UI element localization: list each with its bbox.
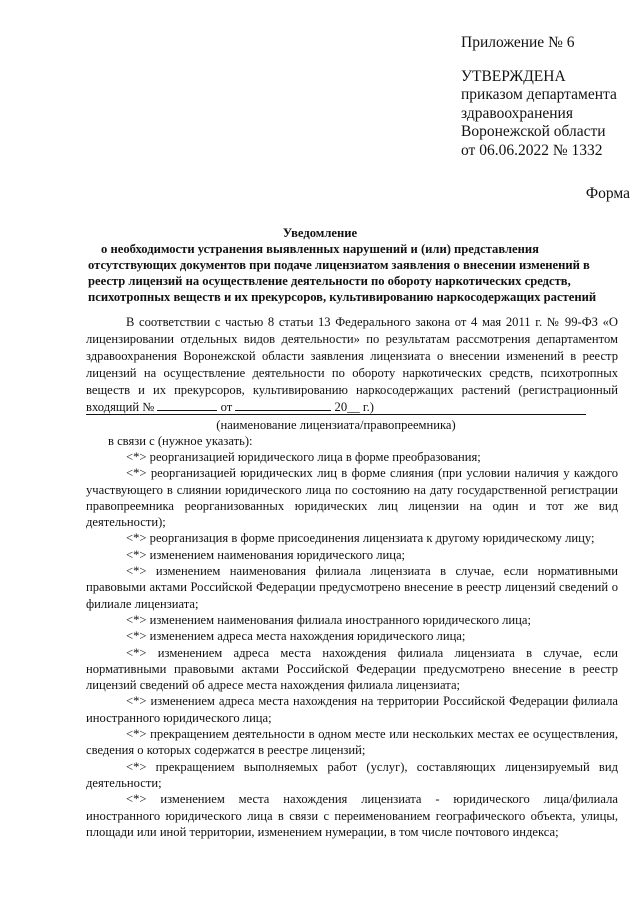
reason-item: <*> прекращением деятельности в одном месте или нескольких местах ее осуществления, сведения о которых содержатся в реестре лицензий;	[86, 727, 618, 758]
title-line: о необходимости устранения выявленных нарушений и (или) представления	[101, 242, 539, 256]
intro-text: В соответствии с частью 8 статьи 13 Федерального закона от 4 мая 2011 г. № 99-ФЗ «О лицензировании отдельных видов деятельности» по результатам рассмотрения департаментом здравоохранения Воронежской области заявления лицензиата о внесении изменений в реестр лицензий на осуществление деятельности по обороту наркотических средств, психотропных веществ и их прекурсоров, культивированию наркосодержащих растений (регистрационный входящий №	[86, 315, 618, 414]
title-line: реестр лицензий на осуществление деятельности по обороту наркотических средств,	[88, 274, 571, 288]
reason-item: <*> изменением наименования юридического лица;	[126, 547, 406, 562]
title-line: психотропных веществ и их прекурсоров, культивированию наркосодержащих растений	[88, 290, 597, 304]
reason-item: <*> изменением наименования филиала иностранного юридического лица;	[126, 612, 532, 627]
reason-item: <*> реорганизация в форме присоединения лицензиата к другому юридическому лицу;	[126, 531, 595, 546]
title-line: Уведомление	[282, 226, 358, 240]
reason-item: <*> прекращением выполняемых работ (услуг), составляющих лицензируемый вид деятельности;	[86, 759, 618, 790]
licensee-caption: (наименование лицензиата/правопреемника)	[216, 418, 456, 432]
reason-item: <*> изменением наименования филиала лицензиата в случае, если нормативными правовыми актами Российской Федерации предусмотрено внесение в реестр лицензий сведений о филиале лицензиата;	[86, 564, 618, 611]
order-line: Воронежской области	[461, 123, 606, 140]
reason-item: <*> реорганизацией юридического лица в форме преобразования;	[126, 450, 481, 464]
intro-paragraph	[86, 314, 618, 416]
reason-item: <*> изменением места нахождения лицензиата - юридического лица/филиала иностранного юридического лица в связи с переименованием географического объекта, улицы, площади или иной территории, изменением нумерации, в том числе почтового индекса;	[86, 792, 618, 839]
registration-date-field[interactable]	[235, 399, 331, 411]
reason-item: <*> изменением адреса места нахождения филиала лицензиата в случае, если нормативными правовыми актами Российской Федерации предусмотрено внесение в реестр лицензий сведений об адресе места нахождения филиала лицензиата;	[86, 645, 618, 693]
licensee-name-line[interactable]	[86, 414, 586, 415]
order-date-number: от 06.06.2022 № 1332	[461, 141, 603, 159]
order-line: здравоохранения	[461, 104, 573, 122]
from-word: от	[220, 400, 233, 414]
document-title	[88, 225, 597, 305]
order-line: приказом департамента	[461, 86, 617, 103]
title-line: отсутствующих документов при подаче лицензиатом заявления о внесении изменений в	[88, 258, 590, 272]
registration-number-field[interactable]	[157, 399, 217, 411]
reason-item: <*> изменением адреса места нахождения на территории Российской Федерации филиала иностранного юридического лица;	[86, 694, 618, 725]
approved-label: УТВЕРЖДЕНА	[461, 67, 566, 85]
reason-item: <*> реорганизацией юридических лиц в форме слияния (при условии наличия у каждого участвующего в слиянии юридического лица по состоянию на дату государственной регистрации правопреемника реорганизованных юридических лиц лицензии на один и тот же вид деятельности);	[86, 466, 618, 530]
reasons-lead: в связи с (нужное указать):	[108, 434, 253, 448]
form-label: Форма	[585, 185, 630, 202]
year-text: 20__ г.)	[334, 400, 374, 414]
appendix-number: Приложение № 6	[461, 34, 575, 51]
reasons-list	[86, 449, 618, 840]
approval-block	[461, 34, 636, 160]
reason-item: <*> изменением адреса места нахождения юридического лица;	[126, 629, 466, 644]
